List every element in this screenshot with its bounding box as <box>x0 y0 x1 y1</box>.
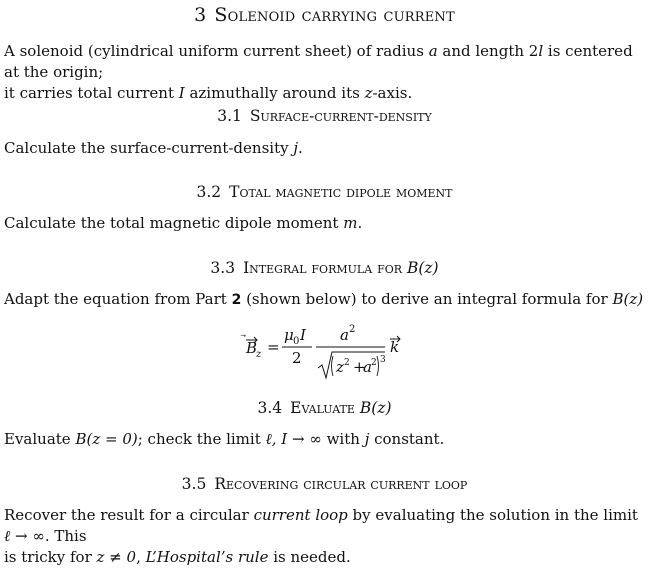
subsection-number: 3.5 <box>181 475 207 493</box>
paragraph-text: is tricky for <box>4 548 97 566</box>
math-j: j <box>364 430 370 448</box>
subsection-number: 3.3 <box>210 259 236 277</box>
paragraph-text: . This <box>44 527 87 545</box>
eq-a: a <box>340 326 349 344</box>
subsection-title <box>0 107 649 125</box>
paragraph-text: Evaluate <box>4 430 76 448</box>
intro-text: it carries total current <box>4 84 179 102</box>
math-Bz: B(z) <box>406 259 439 277</box>
subsection-paragraph <box>4 289 646 311</box>
intro-text: and length 2 <box>437 42 539 60</box>
paragraph-text: . <box>298 139 303 157</box>
subsection-number: 3.2 <box>196 183 222 201</box>
part-reference: 2 <box>231 292 242 308</box>
paragraph-text: Recover the result for a circular <box>4 506 254 524</box>
field-equation <box>240 316 420 386</box>
intro-paragraph <box>4 41 646 104</box>
vector-arrow <box>240 334 246 337</box>
paragraph-text: , <box>136 548 146 566</box>
eq-B: B <box>246 339 258 357</box>
subsection-paragraph <box>4 505 646 568</box>
intro-text: -axis. <box>372 84 413 102</box>
eq-a-exp: 2 <box>349 324 356 335</box>
math-z-neq-0: z ≠ 0 <box>96 548 137 566</box>
subsection-paragraph <box>4 138 646 159</box>
subsection-title-text: Recovering circular current loop <box>214 475 468 493</box>
emphasis: current loop <box>253 506 348 524</box>
math-limit: ℓ, I → ∞ <box>265 430 322 448</box>
subsection-paragraph <box>4 213 646 234</box>
math-z: z <box>364 84 373 102</box>
emphasis: L’Hospital’s rule <box>145 548 269 566</box>
eq-cube: 3 <box>380 355 386 365</box>
math-a: a <box>428 42 438 60</box>
subsection-title-text: Surface-current-density <box>249 107 432 125</box>
paragraph-text: (shown below) to derive an integral formula for <box>241 290 613 308</box>
subsection-title-text: Integral formula for <box>243 259 407 277</box>
eq-k: k <box>390 338 400 356</box>
subsection-title <box>0 183 649 201</box>
eq-z: z <box>336 358 344 376</box>
math-Bz: B(z) <box>612 290 644 308</box>
section-title-text: Solenoid carrying current <box>214 4 455 26</box>
paragraph-text: Calculate the surface-current-density <box>4 139 294 157</box>
eq-mu-sub: 0 <box>293 336 300 347</box>
section-title <box>0 4 649 26</box>
paragraph-text: Adapt the equation from Part <box>4 290 232 308</box>
subsection-title-text: Total magnetic dipole moment <box>229 183 453 201</box>
eq-two: 2 <box>292 349 302 367</box>
eq-I: I <box>300 326 306 344</box>
math-l: l <box>538 42 544 60</box>
math-limit: ℓ → ∞ <box>4 527 45 545</box>
intro-text: A solenoid (cylindrical uniform current sheet) of radius <box>4 42 429 60</box>
paragraph-text: by evaluating the solution in the limit <box>347 506 638 524</box>
math-Bz: B(z) <box>359 399 392 417</box>
intro-text: azimuthally around its <box>184 84 365 102</box>
math-j: j <box>293 139 298 157</box>
eq-a2: a <box>363 358 372 376</box>
eq-mu: μ <box>284 326 294 344</box>
eq-z-exp: 2 <box>344 358 350 368</box>
section-number: 3 <box>194 4 207 26</box>
subsection-title <box>0 259 649 277</box>
eq-B-sub: z <box>256 349 262 360</box>
paragraph-text: is needed. <box>268 548 351 566</box>
subsection-title <box>0 399 649 417</box>
math-I: I <box>178 84 185 102</box>
paragraph-text: constant. <box>369 430 445 448</box>
subsection-title-text: Evaluate <box>290 399 360 417</box>
subsection-paragraph <box>4 429 646 450</box>
paragraph-text: . <box>357 214 363 232</box>
math-Bz0: B(z = 0) <box>75 430 138 448</box>
paragraph-text: Calculate the total magnetic dipole moment <box>4 214 344 232</box>
paragraph-text: with <box>321 430 365 448</box>
subsection-title <box>0 475 649 493</box>
subsection-number: 3.1 <box>217 107 242 125</box>
eq-plus: + <box>353 358 366 376</box>
eq-a2-exp: 2 <box>371 358 377 368</box>
intro-text: is centered at the origin; <box>4 42 633 81</box>
subsection-number: 3.4 <box>257 399 283 417</box>
math-m: m <box>343 214 358 232</box>
paragraph-text: ; check the limit <box>137 430 266 448</box>
eq-equals: = <box>267 338 280 356</box>
